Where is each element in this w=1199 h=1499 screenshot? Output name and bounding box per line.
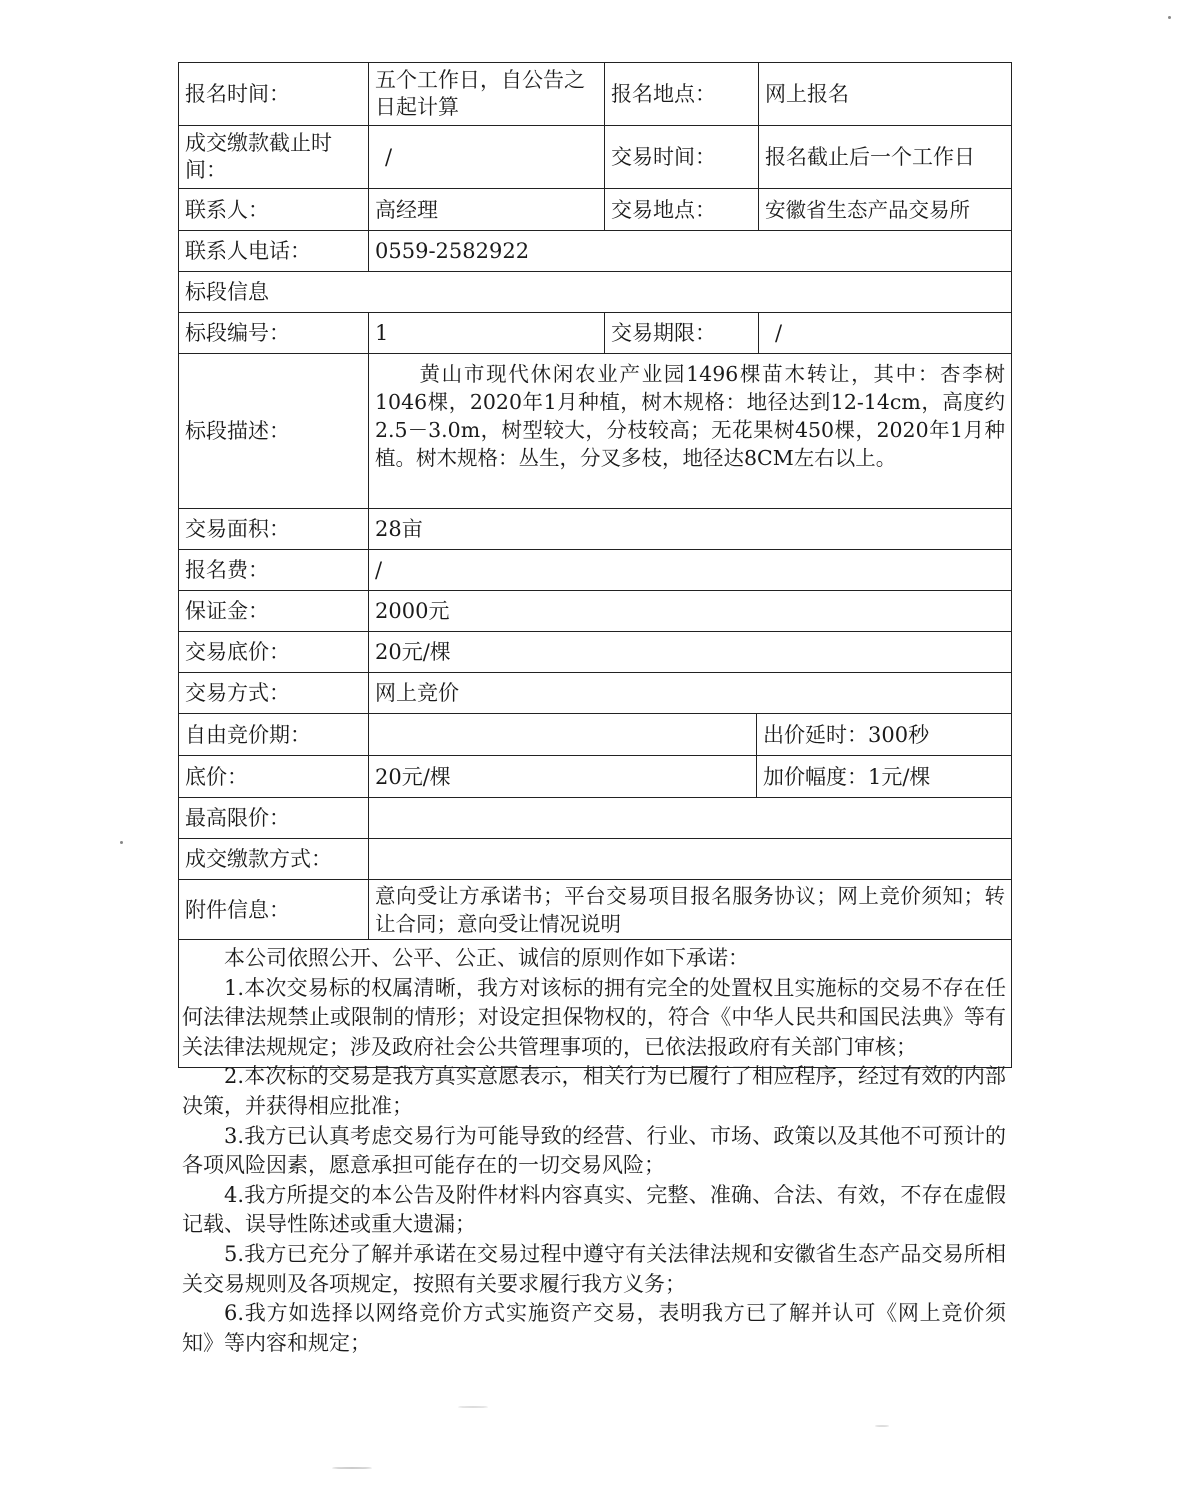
promise-item-5: 5.我方已充分了解并承诺在交易过程中遵守有关法律法规和安徽省生态产品交易所相关交易规则及各项规定，按照有关要求履行我方义务； bbox=[182, 1241, 1006, 1296]
bid-delay-value: 出价延时：300秒 bbox=[756, 713, 1012, 756]
attachments-value: 意向受让方承诺书；平台交易项目报名服务协议；网上竞价须知；转让合同；意向受让情况说明 bbox=[368, 879, 1012, 940]
increment-value: 加价幅度：1元/棵 bbox=[756, 755, 1012, 798]
section-header: 标段信息 bbox=[178, 271, 1012, 313]
reserve-price-label: 交易底价： bbox=[178, 631, 369, 673]
scan-speck bbox=[120, 841, 123, 844]
signup-place-label: 报名地点： bbox=[604, 62, 759, 126]
lot-no-value: 1 bbox=[368, 312, 605, 354]
trade-time-value: 报名截止后一个工作日 bbox=[758, 125, 1012, 189]
signup-fee-value: / bbox=[368, 549, 1012, 591]
base-price-label: 底价： bbox=[178, 755, 369, 798]
signup-time-label: 报名时间： bbox=[178, 62, 369, 126]
promise-item-6: 6.我方如选择以网络竞价方式实施资产交易，表明我方已了解并认可《网上竞价须知》等内容和规定； bbox=[182, 1301, 1006, 1355]
payment-deadline-value: / bbox=[368, 125, 605, 189]
page-bottom-rule bbox=[178, 1067, 1012, 1068]
promise-item-4: 4.我方所提交的本公告及附件材料内容真实、完整、准确、合法、有效，不存在虚假记载、误导性陈述或重大遗漏； bbox=[182, 1182, 1006, 1237]
deposit-value: 2000元 bbox=[368, 590, 1012, 632]
phone-label: 联系人电话： bbox=[178, 230, 369, 272]
scan-speck bbox=[458, 1406, 488, 1408]
free-bid-value bbox=[368, 713, 757, 756]
scan-speck bbox=[332, 1467, 372, 1469]
lot-desc-label: 标段描述： bbox=[178, 353, 369, 509]
max-price-label: 最高限价： bbox=[178, 797, 369, 839]
lot-desc-value: 黄山市现代休闲农业产业园1496棵苗木转让，其中：杏李树1046棵，2020年1月种植，树木规格：地径达到12-14cm，高度约2.5－3.0m，树型较大，分枝较高；无花果树450棵，2020年1月种植。树木规格：丛生，分叉多枝，地径达8CM左右以上。 bbox=[368, 353, 1012, 509]
notice-sheet bbox=[178, 62, 1012, 1355]
area-value: 28亩 bbox=[368, 508, 1012, 550]
scan-speck bbox=[875, 1425, 889, 1427]
promise-item-2: 2.本次标的交易是我方真实意愿表示，相关行为已履行了相应程序，经过有效的内部决策，并获得相应批准； bbox=[182, 1064, 1006, 1118]
base-price-value: 20元/棵 bbox=[368, 755, 757, 798]
trade-method-label: 交易方式： bbox=[178, 672, 369, 714]
phone-value: 0559-2582922 bbox=[368, 230, 1012, 272]
signup-time-value: 五个工作日，自公告之日起计算 bbox=[368, 62, 605, 126]
trade-method-value: 网上竞价 bbox=[368, 672, 1012, 714]
scan-speck bbox=[1168, 16, 1171, 19]
promise-border bbox=[178, 939, 1012, 1067]
lot-no-label: 标段编号： bbox=[178, 312, 369, 354]
contact-value: 高经理 bbox=[368, 188, 605, 231]
payment-deadline-label: 成交缴款截止时间： bbox=[178, 125, 369, 189]
info-table bbox=[178, 62, 1012, 940]
attachments-label: 附件信息： bbox=[178, 879, 369, 940]
trade-period-label: 交易期限： bbox=[604, 312, 759, 354]
free-bid-label: 自由竞价期： bbox=[178, 713, 369, 756]
area-label: 交易面积： bbox=[178, 508, 369, 550]
signup-place-value: 网上报名 bbox=[758, 62, 1012, 126]
trade-place-label: 交易地点： bbox=[604, 188, 759, 231]
promise-intro: 本公司依照公开、公平、公正、诚信的原则作如下承诺： bbox=[224, 946, 749, 970]
payment-method-value bbox=[368, 838, 1012, 880]
promise-item-3: 3.我方已认真考虑交易行为可能导致的经营、行业、市场、政策以及其他不可预计的各项风险因素，愿意承担可能存在的一切交易风险； bbox=[182, 1123, 1006, 1178]
deposit-label: 保证金： bbox=[178, 590, 369, 632]
trade-time-label: 交易时间： bbox=[604, 125, 759, 189]
signup-fee-label: 报名费： bbox=[178, 549, 369, 591]
promise-item-1: 1.本次交易标的权属清晰，我方对该标的拥有完全的处置权且实施标的交易不存在任何法律法规禁止或限制的情形；对设定担保物权的，符合《中华人民共和国民法典》等有关法律法规规定；涉及政府社会公共管理事项的，已依法报政府有关部门审核； bbox=[182, 975, 1006, 1059]
trade-place-value: 安徽省生态产品交易所 bbox=[758, 188, 1012, 231]
reserve-price-value: 20元/棵 bbox=[368, 631, 1012, 673]
max-price-value bbox=[368, 797, 1012, 839]
payment-method-label: 成交缴款方式： bbox=[178, 838, 369, 880]
trade-period-value: / bbox=[758, 312, 1012, 354]
contact-label: 联系人： bbox=[178, 188, 369, 231]
